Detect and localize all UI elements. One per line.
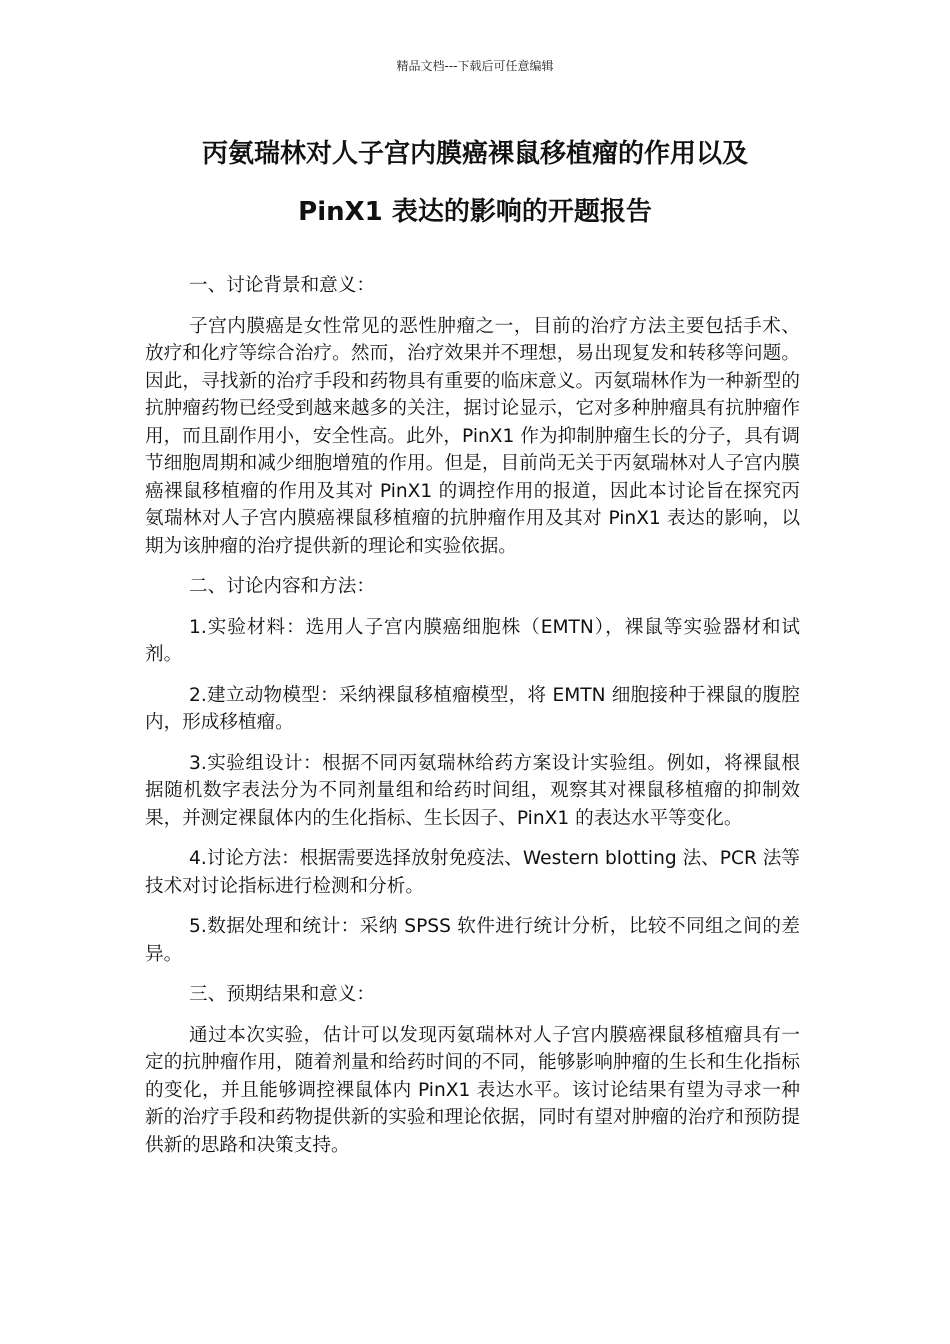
paragraph-expected: 通过本次实验，估计可以发现丙氨瑞林对人子宫内膜癌裸鼠移植瘤具有一定的抗肿瘤作用，随着剂量和给药时间的不同，能够影响肿瘤的生长和生化指标的变化，并且能够调控裸鼠体内 PinX1 表达水平。该讨论结果有望为寻求一种新的治疗手段和药物提供新的实验和理论依据，同时有望对肿瘤的治疗和预防提供新的思路和决策支持。: [145, 1024, 800, 1156]
method-item-animal-model: 2.建立动物模型：采纳裸鼠移植瘤模型，将 EMTN 细胞接种于裸鼠的腹腔内，形成移植瘤。: [145, 684, 800, 733]
document-title-line-1: 丙氨瑞林对人子宫内膜癌裸鼠移植瘤的作用以及: [201, 139, 748, 169]
document-body: [145, 272, 800, 1172]
paragraph-background: 子宫内膜癌是女性常见的恶性肿瘤之一，目前的治疗方法主要包括手术、放疗和化疗等综合治疗。然而，治疗效果并不理想，易出现复发和转移等问题。因此，寻找新的治疗手段和药物具有重要的临床意义。丙氨瑞林作为一种新型的抗肿瘤药物已经受到越来越多的关注，据讨论显示，它对多种肿瘤具有抗肿瘤作用，而且副作用小，安全性高。此外，PinX1 作为抑制肿瘤生长的分子，具有调节细胞周期和减少细胞增殖的作用。但是，目前尚无关于丙氨瑞林对人子宫内膜癌裸鼠移植瘤的作用及其对 PinX1 的调控作用的报道，因此本讨论旨在探究丙氨瑞林对人子宫内膜癌裸鼠移植瘤的抗肿瘤作用及其对 PinX1 表达的影响，以期为该肿瘤的治疗提供新的理论和实验依据。: [145, 315, 800, 557]
method-item-group-design: 3.实验组设计：根据不同丙氨瑞林给药方案设计实验组。例如，将裸鼠根据随机数字表法分为不同剂量组和给药时间组，观察其对裸鼠移植瘤的抑制效果，并测定裸鼠体内的生化指标、生长因子、PinX1 的表达水平等变化。: [145, 752, 800, 829]
method-item-statistics: 5.数据处理和统计：采纳 SPSS 软件进行统计分析，比较不同组之间的差异。: [145, 916, 800, 965]
section-heading-methods: 二、讨论内容和方法：: [189, 576, 375, 597]
document-title-line-2: PinX1 表达的影响的开题报告: [298, 197, 652, 227]
method-item-materials: 1.实验材料：选用人子宫内膜癌细胞株（EMTN），裸鼠等实验器材和试剂。: [145, 616, 800, 665]
section-heading-expected: 三、预期结果和意义：: [189, 984, 375, 1005]
section-heading-background: 一、讨论背景和意义：: [189, 275, 375, 296]
method-item-detection: 4.讨论方法：根据需要选择放射免疫法、Western blotting 法、PCR 法等技术对讨论指标进行检测和分析。: [145, 848, 800, 897]
header-note: 精品文档---下载后可任意编辑: [396, 59, 554, 73]
